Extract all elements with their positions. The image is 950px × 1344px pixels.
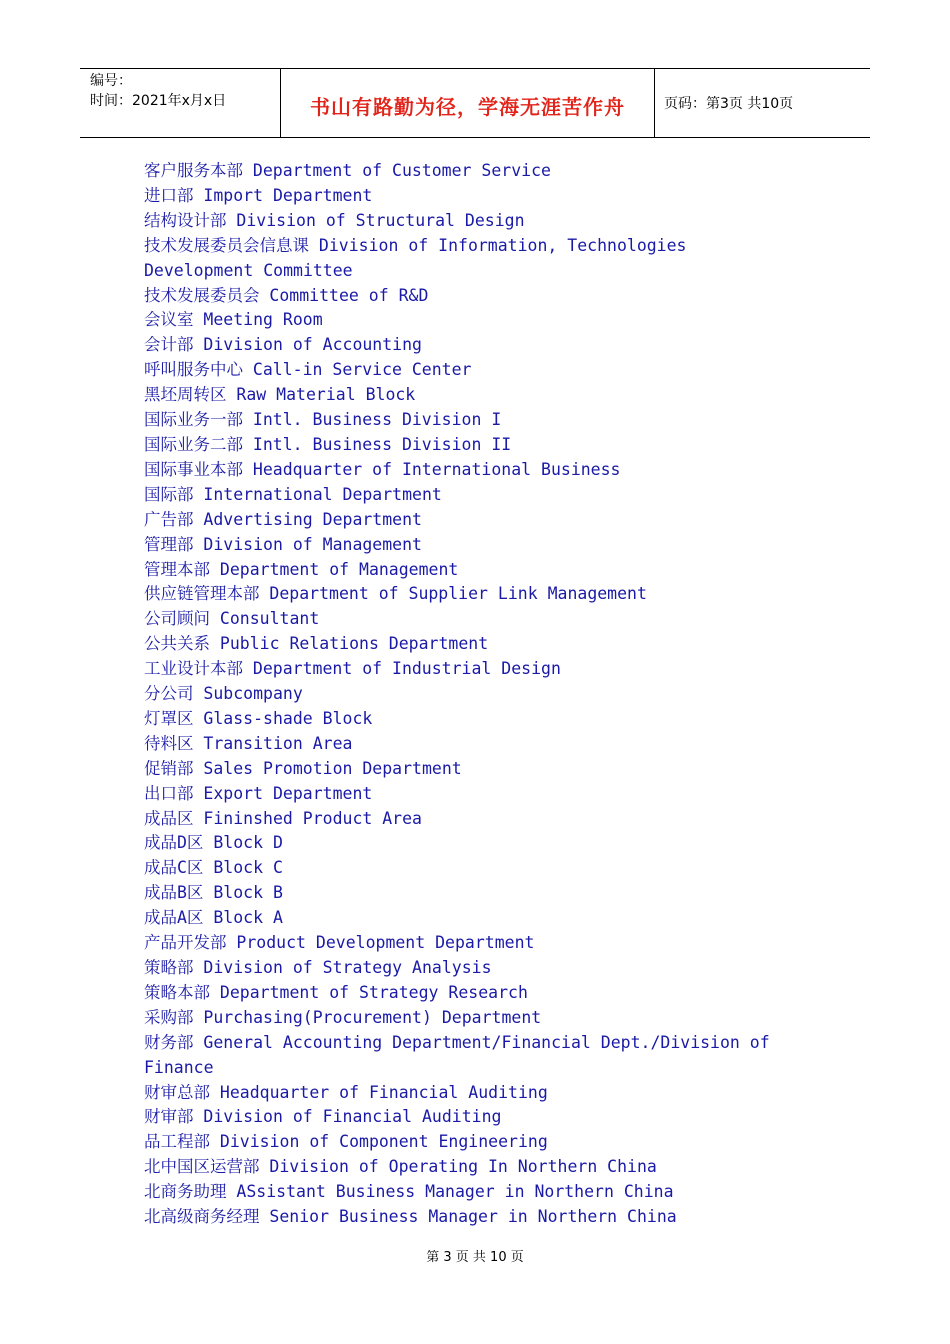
glossary-entry: 策略部 Division of Strategy Analysis <box>144 958 492 977</box>
glossary-entry: 北商务助理 ASsistant Business Manager in Northern China <box>144 1182 674 1202</box>
header-page-cell <box>655 69 870 137</box>
glossary-entry: 会计部 Division of Accounting <box>144 335 422 355</box>
glossary-entry: 国际事业本部 Headquarter of International Business <box>144 459 621 479</box>
document-number-label: 编号： <box>90 73 132 89</box>
glossary-entry: 成品C区 Block C <box>144 858 283 878</box>
header-meta-cell <box>80 69 281 137</box>
glossary-entry: 管理部 Division of Management <box>144 534 422 554</box>
glossary-entry: 财审部 Division of Financial Auditing <box>144 1107 502 1127</box>
header-page-info: 页码：第3页 共10页 <box>664 96 794 112</box>
glossary-entry: 策略本部 Department of Strategy Research <box>144 982 528 1002</box>
glossary-entry: 技术发展委员会信息课 Division of Information, Technologies Development Committee <box>144 235 697 280</box>
glossary-entry: 分公司 Subcompany <box>144 684 303 704</box>
glossary-entry: 公司顾问 Consultant <box>144 609 320 629</box>
glossary-entry: 灯罩区 Glass-shade Block <box>144 708 373 728</box>
glossary-entry: 国际部 International Department <box>144 484 442 504</box>
page-footer: 第 3 页 共 10 页 <box>426 1250 524 1265</box>
header-motto: 书山有路勤为径，学海无涯苦作舟 <box>310 94 625 119</box>
glossary-entry: 成品区 Fininshed Product Area <box>144 808 422 828</box>
glossary-entry: 品工程部 Division of Component Engineering <box>144 1132 548 1152</box>
glossary-entry: 国际业务二部 Intl. Business Division II <box>144 434 512 454</box>
glossary-entry: 广告部 Advertising Department <box>144 509 422 529</box>
glossary-entry: 呼叫服务中心 Call-in Service Center <box>144 360 472 380</box>
glossary-entry: 成品D区 Block D <box>144 833 283 853</box>
glossary-entry: 北中国区运营部 Division of Operating In Northern China <box>144 1157 657 1177</box>
glossary-entry: 成品B区 Block B <box>144 883 283 903</box>
glossary-entry: 国际业务一部 Intl. Business Division I <box>144 410 502 430</box>
glossary-entry: 技术发展委员会 Committee of R&D <box>144 285 429 305</box>
document-date-label: 时间：2021年x月x日 <box>90 93 227 109</box>
glossary-entry: 工业设计本部 Department of Industrial Design <box>144 659 561 679</box>
header-motto-cell <box>281 69 655 137</box>
glossary-entry: 待料区 Transition Area <box>144 733 353 753</box>
glossary-entry: 采购部 Purchasing(Procurement) Department <box>144 1007 542 1027</box>
glossary-entry: 黑坯周转区 Raw Material Block <box>144 385 416 405</box>
glossary-entry: 财审总部 Headquarter of Financial Auditing <box>144 1082 548 1102</box>
glossary-entry: 成品A区 Block A <box>144 908 283 928</box>
glossary-entry: 公共关系 Public Relations Department <box>144 634 489 654</box>
glossary-list <box>144 159 784 1230</box>
glossary-entry: 财务部 General Accounting Department/Financial Dept./Division of Finance <box>144 1032 780 1077</box>
glossary-entry: 进口部 Import Department <box>144 185 373 205</box>
glossary-entry: 客户服务本部 Department of Customer Service <box>144 161 551 180</box>
glossary-entry: 北高级商务经理 Senior Business Manager in Northern China <box>144 1207 677 1227</box>
glossary-entry: 供应链管理本部 Department of Supplier Link Management <box>144 584 647 604</box>
glossary-entry: 结构设计部 Division of Structural Design <box>144 210 525 230</box>
glossary-entry: 促销部 Sales Promotion Department <box>144 758 462 778</box>
page-header <box>80 68 870 138</box>
glossary-entry: 产品开发部 Product Development Department <box>144 933 535 953</box>
glossary-entry: 管理本部 Department of Management <box>144 559 459 579</box>
glossary-entry: 会议室 Meeting Room <box>144 310 323 330</box>
glossary-entry: 出口部 Export Department <box>144 783 373 803</box>
